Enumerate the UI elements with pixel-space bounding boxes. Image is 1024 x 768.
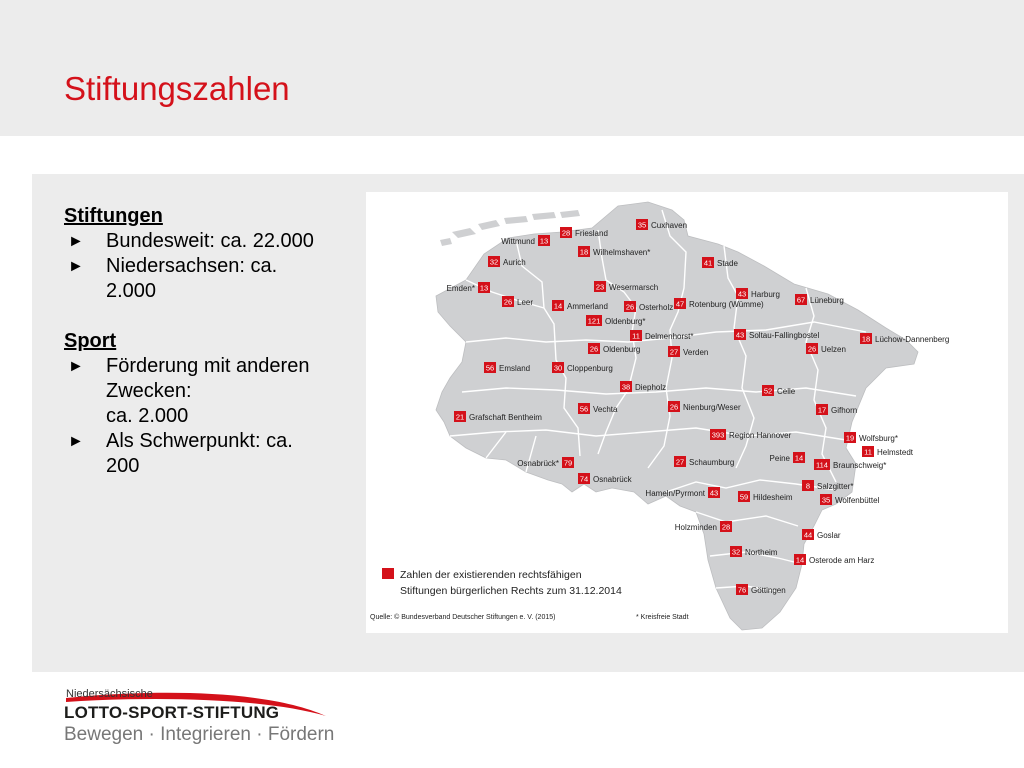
district-marker xyxy=(636,219,687,230)
district-label: Friesland xyxy=(575,229,608,238)
count-value: 26 xyxy=(669,402,679,412)
bullet-text: 200 xyxy=(106,455,140,477)
district-marker xyxy=(488,256,526,267)
count-value: 76 xyxy=(737,585,747,595)
map-source: Quelle: © Bundesverband Deutscher Stiftungen e. V. (2015) xyxy=(370,614,556,621)
bullet-arrow-icon: ► xyxy=(68,358,84,375)
district-marker xyxy=(795,294,844,305)
count-value: 59 xyxy=(739,492,749,502)
count-value: 26 xyxy=(503,297,513,307)
district-marker xyxy=(820,494,880,505)
count-value: 38 xyxy=(621,382,631,392)
district-label: Holzminden xyxy=(674,523,717,532)
district-label: Diepholz xyxy=(635,383,667,392)
bullet-schwerpunkt-value xyxy=(64,454,354,479)
count-value: 30 xyxy=(553,363,563,373)
district-marker xyxy=(552,362,613,373)
bullet-arrow-icon: ► xyxy=(68,258,84,275)
count-value: 23 xyxy=(595,282,605,292)
count-value: 35 xyxy=(637,220,647,230)
district-marker xyxy=(816,404,857,415)
legend-line-2: Stiftungen bürgerlichen Rechts zum 31.12.2014 xyxy=(400,585,622,597)
count-value: 43 xyxy=(735,330,745,340)
district-marker xyxy=(844,432,898,443)
count-value: 14 xyxy=(795,555,805,565)
bullet-arrow-icon: ► xyxy=(68,233,84,250)
district-marker xyxy=(624,301,673,312)
logo-small-text: Niedersächsische xyxy=(66,688,153,700)
bullet-schwerpunkt xyxy=(64,429,354,454)
district-marker xyxy=(710,429,792,440)
district-marker xyxy=(668,401,741,412)
count-value: 114 xyxy=(816,460,828,470)
district-label: Nienburg/Weser xyxy=(683,403,741,412)
district-label: Osnabrück* xyxy=(517,459,559,468)
count-value: 11 xyxy=(864,447,872,457)
count-value: 26 xyxy=(589,344,599,354)
bullet-arrow-icon: ► xyxy=(68,433,84,450)
district-label: Braunschweig* xyxy=(833,461,887,470)
district-marker xyxy=(502,296,533,307)
district-label: Northeim xyxy=(745,548,778,557)
bullet-foerderung-value xyxy=(64,404,354,429)
district-label: Peine xyxy=(769,454,790,463)
bullet-foerderung-cont xyxy=(64,379,354,404)
count-value: 67 xyxy=(796,295,806,305)
legend-line-1: Zahlen der existierenden rechtsfähigen xyxy=(400,569,582,581)
bullet-foerderung xyxy=(64,354,354,379)
bullet-text: ca. 2.000 xyxy=(106,405,189,427)
district-label: Wittmund xyxy=(501,237,535,246)
district-marker xyxy=(668,346,708,357)
district-label: Schaumburg xyxy=(689,458,735,467)
district-label: Wolfsburg* xyxy=(859,434,898,443)
district-label: Uelzen xyxy=(821,345,846,354)
district-marker xyxy=(794,554,874,565)
count-value: 56 xyxy=(579,404,589,414)
district-label: Osterholz xyxy=(639,303,674,312)
district-marker xyxy=(730,546,778,557)
district-label: Vechta xyxy=(593,405,618,414)
lotto-sport-stiftung-logo xyxy=(64,688,364,748)
district-label: Lüchow-Dannenberg xyxy=(875,335,950,344)
district-marker xyxy=(578,473,633,484)
legend-swatch xyxy=(382,568,394,579)
district-marker xyxy=(738,491,793,502)
district-label: Leer xyxy=(517,298,534,307)
district-label: Hildesheim xyxy=(753,493,793,502)
district-marker xyxy=(770,452,805,463)
bullet-niedersachsen-cont xyxy=(64,279,354,304)
district-label: Osnabrück xyxy=(593,475,632,484)
bullet-text: Förderung mit anderen xyxy=(106,355,310,377)
district-label: Cuxhaven xyxy=(651,221,688,230)
section-heading-sport: Sport xyxy=(64,330,117,352)
district-label: Emden* xyxy=(446,284,475,293)
district-label: Wesermarsch xyxy=(609,283,659,292)
district-label: Aurich xyxy=(503,258,526,267)
count-value: 19 xyxy=(845,433,855,443)
district-marker xyxy=(736,288,780,299)
district-marker xyxy=(674,456,734,467)
district-label: Rotenburg (Wümme) xyxy=(689,300,764,309)
district-marker xyxy=(762,385,796,396)
district-label: Ammerland xyxy=(567,302,608,311)
bullet-niedersachsen xyxy=(64,254,354,279)
count-value: 28 xyxy=(721,522,731,532)
bullet-text: Zwecken: xyxy=(106,380,192,402)
count-value: 28 xyxy=(561,228,571,238)
district-label: Gifhorn xyxy=(831,406,858,415)
district-marker xyxy=(802,480,853,491)
count-value: 52 xyxy=(763,386,773,396)
text-column xyxy=(64,204,354,479)
count-value: 43 xyxy=(709,488,719,498)
district-marker xyxy=(645,487,720,498)
district-marker xyxy=(806,343,846,354)
district-marker xyxy=(675,521,732,532)
district-label: Helmstedt xyxy=(877,448,914,457)
district-marker xyxy=(736,584,786,595)
count-value: 32 xyxy=(731,547,741,557)
district-label: Göttingen xyxy=(751,586,786,595)
district-marker xyxy=(517,457,574,468)
count-value: 56 xyxy=(485,363,495,373)
count-value: 13 xyxy=(479,283,489,293)
count-value: 17 xyxy=(817,405,827,415)
count-value: 35 xyxy=(821,495,831,505)
count-value: 21 xyxy=(455,412,465,422)
district-label: Osterode am Harz xyxy=(809,556,875,565)
count-value: 74 xyxy=(579,474,589,484)
district-marker xyxy=(588,343,640,354)
logo-tagline: Bewegen · Integrieren · Fördern xyxy=(64,724,335,745)
district-label: Verden xyxy=(683,348,709,357)
district-label: Harburg xyxy=(751,290,780,299)
map-panel xyxy=(366,192,1008,633)
count-value: 41 xyxy=(703,258,713,268)
district-label: Lüneburg xyxy=(810,296,844,305)
district-marker xyxy=(578,403,618,414)
district-marker xyxy=(814,459,886,470)
district-label: Wilhelmshaven* xyxy=(593,248,651,257)
bullet-text: Als Schwerpunkt: ca. xyxy=(106,430,293,452)
district-marker xyxy=(702,257,738,268)
bullet-text: Niedersachsen: ca. xyxy=(106,255,278,277)
count-value: 27 xyxy=(675,457,685,467)
bullet-bundesweit xyxy=(64,229,354,254)
count-value: 18 xyxy=(579,247,589,257)
district-label: Wolfenbüttel xyxy=(835,496,880,505)
count-value: 26 xyxy=(625,302,635,312)
district-label: Hameln/Pyrmont xyxy=(645,489,705,498)
district-marker xyxy=(552,300,608,311)
count-value: 44 xyxy=(803,530,813,540)
district-marker xyxy=(630,330,693,341)
district-marker xyxy=(586,315,645,326)
count-value: 79 xyxy=(563,458,573,468)
district-label: Region Hannover xyxy=(729,431,792,440)
map-footnote: * Kreisfreie Stadt xyxy=(636,614,689,621)
niedersachsen-map xyxy=(366,192,1008,633)
bullet-text: Bundesweit: ca. 22.000 xyxy=(106,230,314,252)
district-marker xyxy=(594,281,658,292)
district-label: Oldenburg xyxy=(603,345,641,354)
district-label: Celle xyxy=(777,387,796,396)
bullet-text: 2.000 xyxy=(106,280,157,302)
district-label: Emsland xyxy=(499,364,531,373)
district-label: Stade xyxy=(717,259,738,268)
logo-main-text: LOTTO-SPORT-STIFTUNG xyxy=(64,703,280,722)
count-value: 8 xyxy=(805,481,811,491)
district-marker xyxy=(802,529,841,540)
district-marker xyxy=(560,227,608,238)
count-value: 11 xyxy=(632,331,640,341)
count-value: 26 xyxy=(807,344,817,354)
district-marker xyxy=(620,381,666,392)
count-value: 13 xyxy=(539,236,549,246)
district-marker xyxy=(484,362,530,373)
count-value: 393 xyxy=(711,430,725,440)
district-label: Salzgitter* xyxy=(817,482,854,491)
header-band xyxy=(0,0,1024,136)
page-title: Stiftungszahlen xyxy=(64,70,290,107)
district-marker xyxy=(578,246,650,257)
count-value: 27 xyxy=(669,347,679,357)
district-label: Soltau-Fallingbostel xyxy=(749,331,820,340)
count-value: 43 xyxy=(737,289,747,299)
count-value: 32 xyxy=(489,257,499,267)
district-marker xyxy=(447,282,490,293)
district-label: Grafschaft Bentheim xyxy=(469,413,542,422)
count-value: 121 xyxy=(587,316,601,326)
count-value: 14 xyxy=(553,301,563,311)
district-label: Cloppenburg xyxy=(567,364,613,373)
count-value: 18 xyxy=(861,334,871,344)
district-label: Delmenhorst* xyxy=(645,332,694,341)
district-marker xyxy=(862,446,914,457)
count-value: 14 xyxy=(794,453,804,463)
district-marker xyxy=(501,235,550,246)
section-heading-stiftungen: Stiftungen xyxy=(64,205,163,227)
district-label: Goslar xyxy=(817,531,841,540)
count-value: 47 xyxy=(675,299,685,309)
district-label: Oldenburg* xyxy=(605,317,646,326)
